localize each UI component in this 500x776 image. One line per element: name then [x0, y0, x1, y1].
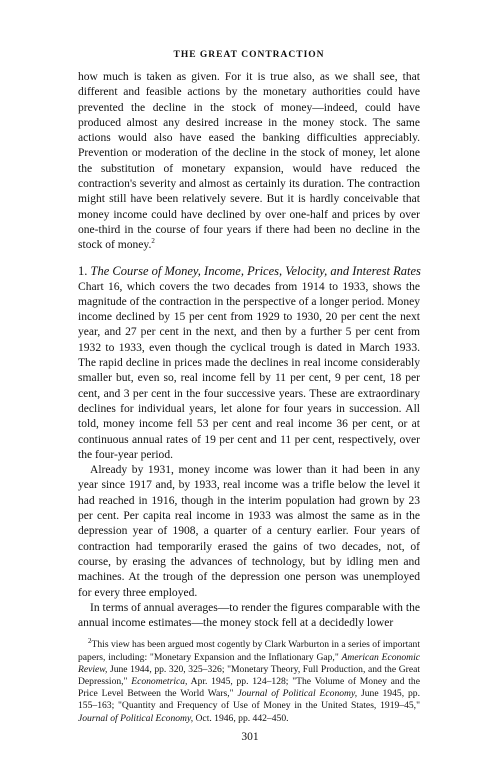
paragraph: [78, 70, 420, 254]
footnote-text: June 1944, pp. 320, 325–326; "Monetary Theory, Full Production, and the Great Depression,": [78, 663, 420, 687]
paragraph-text: how much is taken as given. For it is true also, as we shall see, that different and feasible actions by the monetary authorities could have prevented the decline in the stock of money—indeed, could have produced almost any desired increase in the money stock. The same actions would also have eased the banking difficulties appreciably. Prevention or moderation of the decline in the stock of money, let alone the substitution of monetary expansion, would have reduced the contraction's severity and almost as certainly its duration. The contraction might still have been relatively severe. But it is hardly conceivable that money income could have declined by over one-half and prices by over one-third in the course of four years if there had been no decline in the stock of money.: [78, 71, 420, 252]
section-heading: [78, 263, 420, 279]
paragraph: In terms of annual averages—to render the figures comparable with the annual income estimates—the money stock fell at a decidedly lower: [78, 601, 420, 630]
footnote-text: Oct. 1946, pp. 442–450.: [193, 712, 289, 724]
paragraph: Already by 1931, money income was lower than it had been in any year since 1917 and, by 1933, real income was a trifle below the level it had reached in 1916, though in the interim population had grown by 23 per cent. Per capita real income in 1933 was almost the same as in the depression year of 1908, a quarter of a century earlier. Four years of contraction had temporarily erased the gains of two decades, not, of course, by erasing the advances of technology, but by idling men and machines. At the trough of the depression one person was unemployed for every three employed.: [78, 464, 420, 599]
footnote: [78, 639, 420, 724]
journal-title: Journal of Political Economy,: [78, 712, 194, 724]
footnote-text: Apr. 1945, pp. 124–128; "The Volume of Money and the Price Level Between the World Wars,": [78, 676, 420, 700]
journal-title: Journal of Political Economy,: [237, 688, 358, 700]
footnote-marker: 2: [88, 637, 92, 646]
footnote-text: June 1945, pp. 155–163; "Quantity and Frequency of Use of Money in the United States, 1919–45,": [78, 688, 420, 712]
journal-title: American Economic Review,: [78, 651, 420, 675]
page-number: 301: [241, 731, 259, 743]
section-title: The Course of Money, Income, Prices, Velocity, and Interest Rates: [90, 263, 421, 278]
footnote-text: This view has been argued most cogently by Clark Warburton in a series of important papers, including: "Monetary Expansion and the Inflationary Gap,": [78, 639, 420, 663]
paragraph: Chart 16, which covers the two decades from 1914 to 1933, shows the magnitude of the contraction in the perspective of a longer period. Money income declined by 15 per cent from 1929 to 1930, 20 per cent the next year, and 27 per cent in the next, and then by a further 5 per cent from 1932 to 1933, even though the cyclical trough is dated in March 1933. The rapid decline in prices made the declines in real income considerably smaller but, even so, real income fell by 11 per cent, 9 per cent, 18 per cent, and 3 per cent in the four successive years. These are extraordinary declines for individual years, let alone for four years in succession. All told, money income fell 53 per cent and real income 36 per cent, or at continuous annual rates of 19 per cent and 11 per cent, respectively, over the four-year period.: [78, 280, 420, 461]
running-head: THE GREAT CONTRACTION: [173, 50, 325, 60]
section-number: 1.: [78, 263, 88, 278]
footnote-reference: 2: [151, 237, 155, 246]
journal-title: Econometrica,: [131, 676, 188, 687]
